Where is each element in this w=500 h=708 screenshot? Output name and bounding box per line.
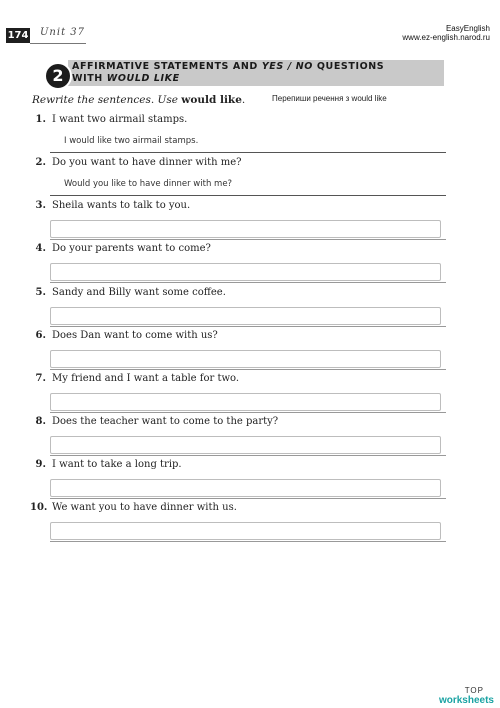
answer-input[interactable] (50, 263, 441, 281)
answer-input[interactable] (50, 220, 441, 238)
item-number: 1. (35, 114, 46, 125)
answer-line (50, 326, 446, 327)
page-number: 174 (7, 30, 29, 41)
item-number: 9. (35, 459, 46, 470)
item-number: 2. (35, 157, 46, 168)
answer-line (50, 455, 446, 456)
instructions (32, 94, 245, 106)
brand-top: TOP (464, 686, 484, 695)
item-number: 8. (35, 416, 46, 427)
answer-line (50, 239, 446, 240)
answer-input[interactable] (50, 393, 441, 411)
item-sentence: Do your parents want to come? (52, 243, 211, 254)
answer-line (50, 541, 446, 542)
item-number: 7. (35, 373, 46, 384)
answer-input[interactable] (50, 522, 441, 540)
item-number: 5. (35, 287, 46, 298)
answer-input[interactable] (50, 436, 441, 454)
answer-line (50, 282, 446, 283)
item-sentence: Sandy and Billy want some coffee. (52, 287, 226, 298)
answer-input[interactable] (50, 350, 441, 368)
item-number: 10. (30, 502, 48, 513)
instruction-end: . (241, 94, 246, 106)
exercise-title-line1 (72, 61, 384, 72)
translation-note: Перепиши речення з would like (272, 94, 387, 103)
item-sentence: Does Dan want to come with us? (52, 330, 218, 341)
instruction-bold: would like (181, 94, 242, 106)
title-part-italic: YES / NO (261, 61, 313, 72)
item-sentence: Do you want to have dinner with me? (52, 157, 242, 168)
brand-logo: worksheets (438, 695, 494, 706)
answer-line (50, 152, 446, 153)
answer-line (50, 369, 446, 370)
site-url: www.ez-english.narod.ru (402, 33, 490, 42)
item-number: 6. (35, 330, 46, 341)
item-sentence: My friend and I want a table for two. (52, 373, 240, 384)
exercise-title-line2 (72, 73, 180, 84)
item-sentence: Does the teacher want to come to the party? (52, 416, 279, 427)
title-part-italic: WOULD LIKE (106, 73, 180, 84)
item-answer-example: Would you like to have dinner with me? (64, 179, 233, 189)
item-sentence: Sheila wants to talk to you. (52, 200, 191, 211)
item-answer-example: I would like two airmail stamps. (64, 136, 199, 146)
answer-line (50, 412, 446, 413)
answer-line (50, 195, 446, 196)
unit-label: Unit 37 (40, 27, 85, 38)
answer-input[interactable] (50, 307, 441, 325)
title-part: WITH (72, 73, 107, 84)
answer-line (50, 498, 446, 499)
item-number: 3. (35, 200, 46, 211)
exercise-number: 2 (44, 62, 72, 90)
item-sentence: I want to take a long trip. (52, 459, 182, 470)
site-name: EasyEnglish (445, 24, 490, 33)
title-part: AFFIRMATIVE STATEMENTS AND (72, 61, 262, 72)
title-part: QUESTIONS (312, 61, 385, 72)
item-sentence: I want two airmail stamps. (52, 114, 188, 125)
item-number: 4. (35, 243, 46, 254)
instruction-text: Rewrite the sentences. Use (32, 94, 182, 106)
header-rule (30, 43, 86, 44)
exercise-title-banner (68, 60, 444, 86)
answer-input[interactable] (50, 479, 441, 497)
item-sentence: We want you to have dinner with us. (52, 502, 237, 513)
